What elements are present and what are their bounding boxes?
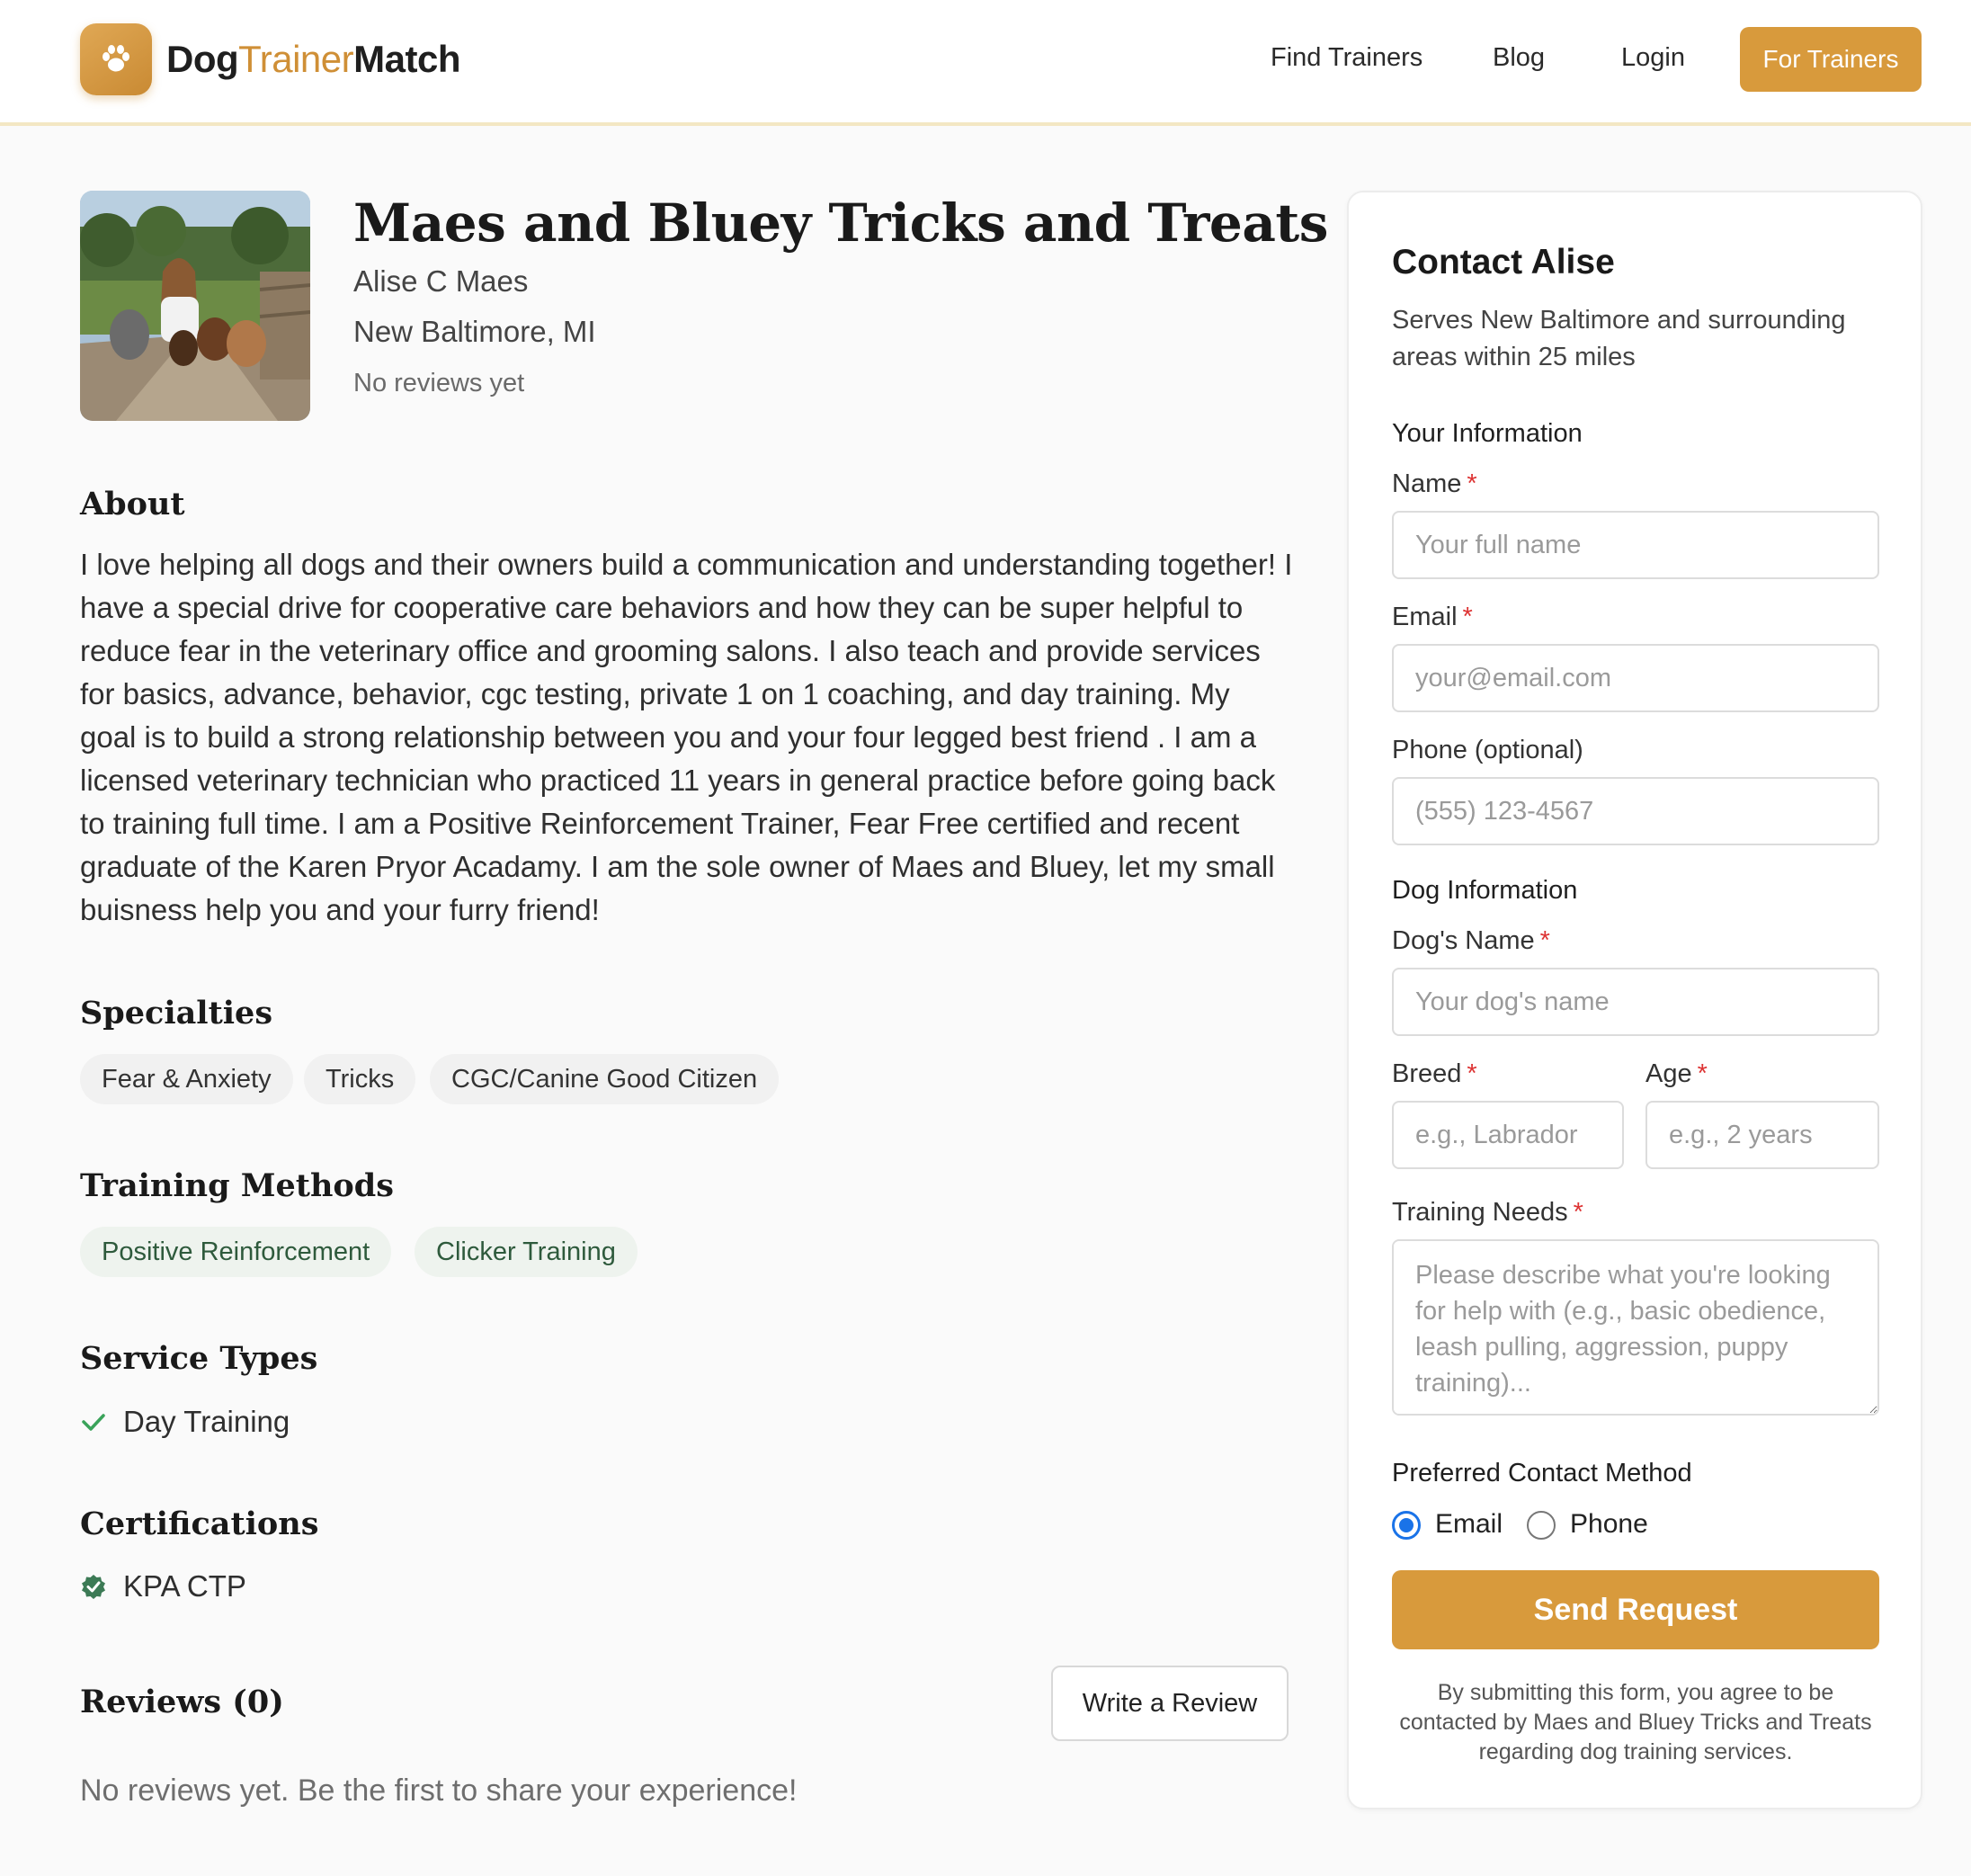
paw-icon: [98, 41, 134, 77]
radio-phone-label[interactable]: Phone: [1570, 1509, 1648, 1539]
site-header: [0, 0, 1971, 126]
method-pill: Clicker Training: [415, 1227, 638, 1277]
contact-card: [1347, 191, 1922, 1809]
email-input[interactable]: [1392, 644, 1879, 712]
age-label-text: Age: [1645, 1059, 1692, 1088]
specialty-pill: Fear & Anxiety: [80, 1054, 293, 1104]
specialty-pill: Tricks: [304, 1054, 415, 1104]
training-needs-textarea[interactable]: [1392, 1239, 1879, 1416]
about-heading: About: [80, 486, 185, 523]
business-name: Maes and Bluey Tricks and Treats: [353, 192, 1328, 254]
dog-name-label: [1392, 926, 1550, 956]
required-marker: *: [1573, 1198, 1583, 1227]
preferred-contact-label: Preferred Contact Method: [1392, 1459, 1692, 1487]
check-icon: [80, 1408, 107, 1435]
required-marker: *: [1467, 469, 1477, 498]
logo-badge[interactable]: [80, 23, 152, 95]
method-pill: Positive Reinforcement: [80, 1227, 391, 1277]
service-item-label: Day Training: [123, 1405, 290, 1438]
name-input[interactable]: [1392, 511, 1879, 579]
radio-email-label[interactable]: Email: [1435, 1509, 1503, 1539]
reviews-empty-message: No reviews yet. Be the first to share your experience!: [80, 1773, 798, 1808]
trainer-name: Alise C Maes: [353, 264, 529, 298]
radio-phone[interactable]: [1527, 1511, 1556, 1540]
specialties-heading: Specialties: [80, 995, 273, 1032]
required-marker: *: [1697, 1059, 1708, 1088]
name-label-text: Name: [1392, 469, 1462, 498]
contact-title: Contact Alise: [1392, 243, 1615, 281]
brand-part-3: Match: [353, 38, 460, 80]
dog-information-heading: Dog Information: [1392, 876, 1578, 905]
reviews-heading: Reviews (0): [80, 1684, 284, 1720]
brand-part-2: Trainer: [238, 38, 354, 80]
name-label: [1392, 469, 1477, 499]
brand-part-1: Dog: [166, 38, 239, 80]
required-marker: *: [1462, 603, 1473, 631]
about-text: I love helping all dogs and their owners build a communication and understanding together! I have a special drive for cooperative care behaviors and how they can be super helpful to reduce fear in the veterinary office and grooming salons. I also teach and provide services for basics, advance, behavior, cgc testing, private 1 on 1 coaching, and day training. My goal is to build a strong relationship between you and your four legged best friend . I am a licensed veterinary technician who practiced 11 years in general practice before going back to training full time. I am a Positive Reinforcement Trainer, Fear Free certified and recent graduate of the Karen Pryor Acadamy. I am the sole owner of Maes and Bluey, let my small buisness help you and your furry friend!: [80, 548, 1293, 926]
age-label: [1645, 1059, 1708, 1089]
phone-label: Phone (optional): [1392, 736, 1583, 764]
for-trainers-button[interactable]: For Trainers: [1740, 27, 1922, 92]
radio-email[interactable]: [1392, 1511, 1421, 1540]
email-label-text: Email: [1392, 603, 1458, 631]
your-information-heading: Your Information: [1392, 419, 1583, 448]
breed-label-text: Breed: [1392, 1059, 1462, 1088]
certifications-heading: Certifications: [80, 1505, 319, 1542]
training-needs-label: [1392, 1198, 1583, 1228]
specialty-pill: CGC/Canine Good Citizen: [430, 1054, 779, 1104]
service-area: Serves New Baltimore and surrounding areas within 25 miles: [1392, 306, 1846, 371]
breed-label: [1392, 1059, 1477, 1089]
dog-name-label-text: Dog's Name: [1392, 926, 1535, 955]
reviews-summary: No reviews yet: [353, 369, 525, 398]
nav-blog[interactable]: Blog: [1493, 43, 1546, 72]
nav-login[interactable]: Login: [1621, 43, 1685, 72]
certification-item-label: KPA CTP: [123, 1569, 246, 1603]
phone-input[interactable]: [1392, 777, 1879, 845]
training-needs-label-text: Training Needs: [1392, 1198, 1568, 1227]
form-disclaimer: By submitting this form, you agree to be contacted by Maes and Bluey Tricks and Treats regarding dog training services.: [1399, 1680, 1872, 1764]
verified-badge-icon: [80, 1573, 107, 1600]
required-marker: *: [1539, 926, 1550, 955]
trainer-location: New Baltimore, MI: [353, 315, 596, 348]
training-methods-heading: Training Methods: [80, 1167, 394, 1204]
service-types-heading: Service Types: [80, 1340, 318, 1377]
brand-name[interactable]: [166, 38, 460, 81]
trainer-photo: [80, 191, 310, 421]
required-marker: *: [1467, 1059, 1477, 1088]
nav-find-trainers[interactable]: Find Trainers: [1271, 43, 1423, 72]
send-request-button[interactable]: Send Request: [1392, 1570, 1879, 1649]
age-input[interactable]: [1645, 1101, 1879, 1169]
breed-input[interactable]: [1392, 1101, 1624, 1169]
dog-name-input[interactable]: [1392, 968, 1879, 1036]
email-label: [1392, 603, 1473, 632]
write-review-button[interactable]: Write a Review: [1051, 1666, 1289, 1741]
